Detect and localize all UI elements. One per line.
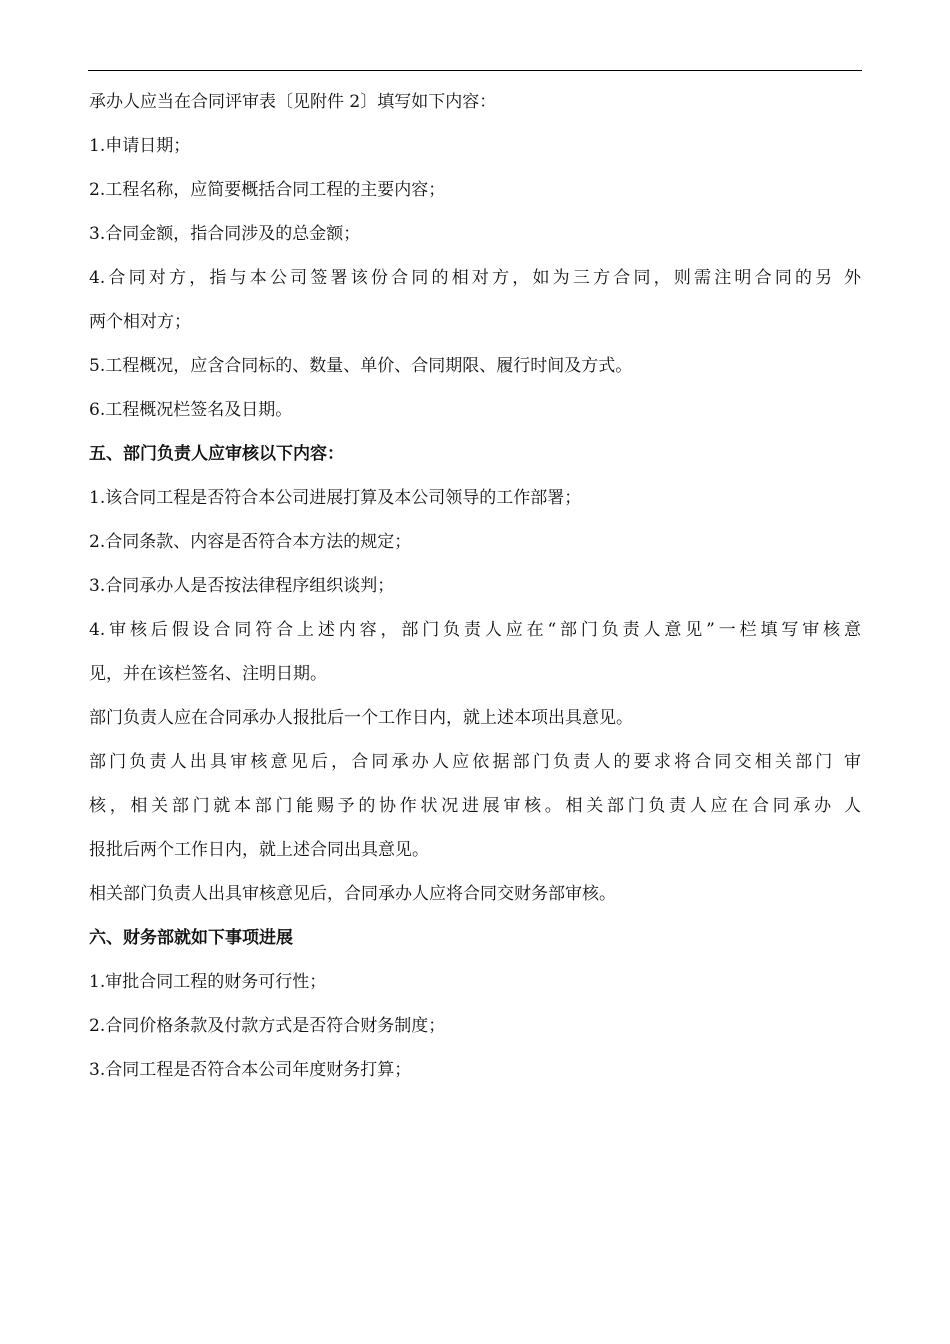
paragraph-line: 部门负责人应在合同承办人报批后一个工作日内，就上述本项出具意见。	[89, 708, 633, 728]
paragraph-line: 相关部门负责人出具审核意见后，合同承办人应将合同交财务部审核。	[89, 884, 616, 904]
paragraph-line: 核，相关部门就本部门能赐予的协作状况进展审核。相关部门负责人应在合同承办 人	[89, 796, 861, 816]
paragraph-line: 两个相对方；	[89, 312, 191, 332]
document-body	[89, 80, 861, 1092]
paragraph-line: 5.工程概况，应含合同标的、数量、单价、合同期限、履行时间及方式。	[89, 356, 633, 376]
paragraph-line: 2.工程名称，应简要概括合同工程的主要内容；	[89, 180, 446, 200]
paragraph-line: 3.合同金额，指合同涉及的总金额；	[89, 224, 361, 244]
section-heading: 六、财务部就如下事项进展	[89, 928, 293, 948]
paragraph-line: 3.合同工程是否符合本公司年度财务打算；	[89, 1060, 412, 1080]
section-heading: 五、部门负责人应审核以下内容：	[89, 444, 344, 464]
paragraph-line: 4.合同对方，指与本公司签署该份合同的相对方，如为三方合同，则需注明合同的另 外	[89, 268, 861, 288]
paragraph-line: 承办人应当在合同评审表〔见附件 2〕填写如下内容：	[89, 92, 497, 112]
paragraph-line: 2.合同价格条款及付款方式是否符合财务制度；	[89, 1016, 446, 1036]
paragraph-line: 4.审核后假设合同符合上述内容，部门负责人应在“部门负责人意见”一栏填写审核意	[89, 620, 861, 640]
paragraph-line: 1.申请日期；	[89, 136, 191, 156]
paragraph-line: 1.审批合同工程的财务可行性；	[89, 972, 327, 992]
paragraph-line: 见，并在该栏签名、注明日期。	[89, 664, 327, 684]
paragraph-line: 6.工程概况栏签名及日期。	[89, 400, 293, 420]
paragraph-line: 3.合同承办人是否按法律程序组织谈判；	[89, 576, 395, 596]
paragraph-line: 1.该合同工程是否符合本公司进展打算及本公司领导的工作部署；	[89, 488, 582, 508]
header-rule	[88, 70, 862, 71]
paragraph-line: 部门负责人出具审核意见后，合同承办人应依据部门负责人的要求将合同交相关部门 审	[89, 752, 861, 772]
paragraph-line: 2.合同条款、内容是否符合本方法的规定；	[89, 532, 412, 552]
paragraph-line: 报批后两个工作日内，就上述合同出具意见。	[89, 840, 429, 860]
